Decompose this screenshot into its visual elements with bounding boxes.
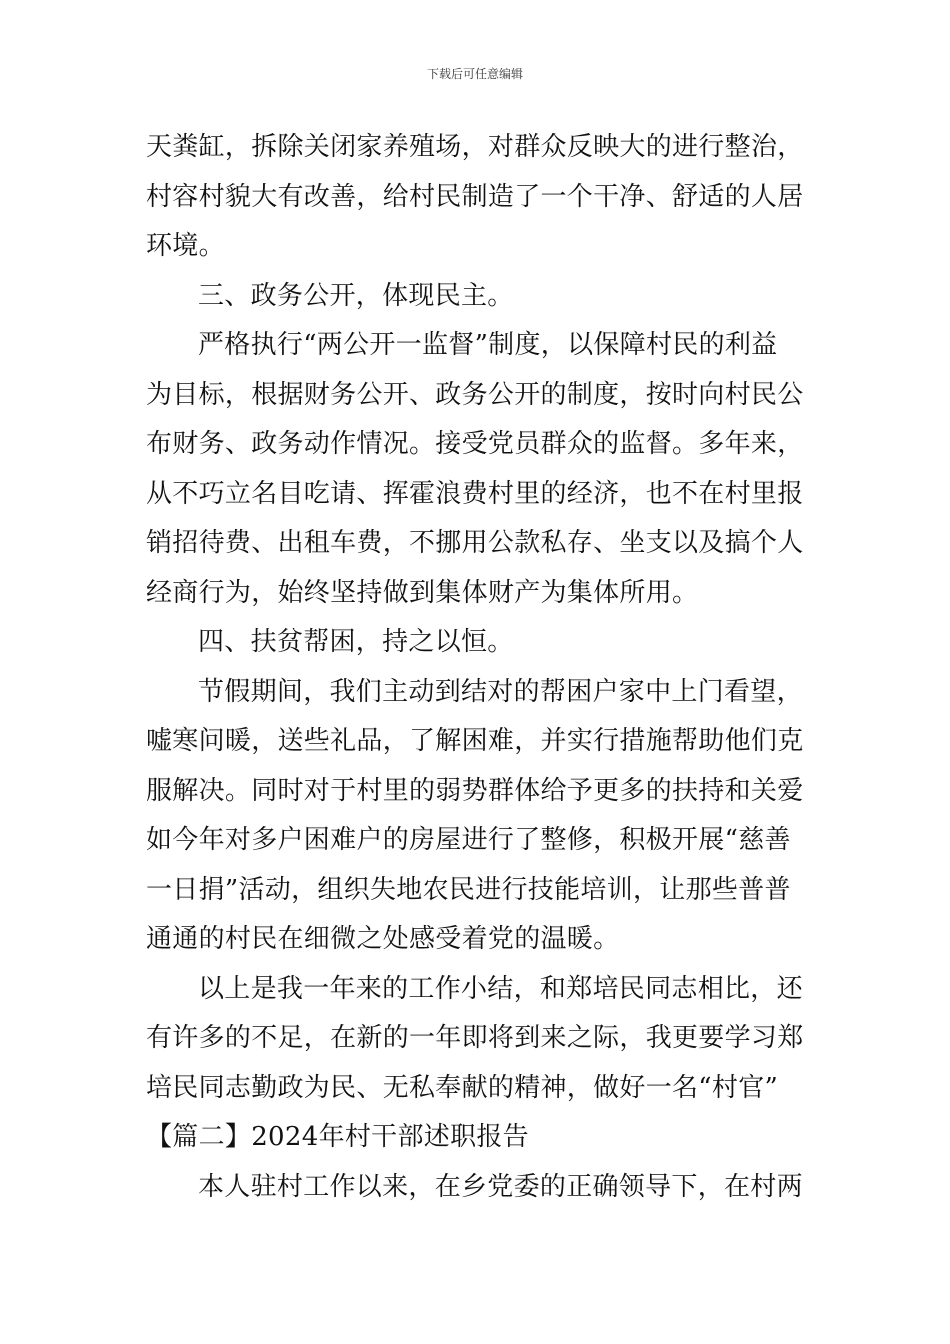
text-line: 布财务、政务动作情况。接受党员群众的监督。多年来， (146, 429, 804, 459)
text-line: 为目标，根据财务公开、政务公开的制度，按时向村民公 (146, 379, 804, 410)
text-line: 销招待费、出租车费，不挪用公款私存、坐支以及搞个人 (146, 528, 804, 558)
text-line: 有许多的不足，在新的一年即将到来之际，我更要学习郑 (146, 1023, 804, 1053)
text-line: 村容村貌大有改善，给村民制造了一个干净、舒适的人居 (146, 181, 804, 212)
text-line: 节假期间，我们主动到结对的帮困户家中上门看望， (198, 676, 803, 707)
text-line: 环境。 (146, 231, 225, 261)
text-line: 严格执行“两公开一监督”制度，以保障村民的利益 (198, 330, 778, 360)
document-body (146, 123, 811, 1212)
text-line: 通通的村民在细微之处感受着党的温暖。 (146, 924, 620, 954)
text-line: 培民同志勤政为民、无私奉献的精神，做好一名“村官” (146, 1072, 779, 1103)
text-line: 经商行为，始终坚持做到集体财产为集体所用。 (146, 577, 699, 608)
text-line: 如今年对多户困难户的房屋进行了整修，积极开展“慈善 (146, 825, 791, 855)
page-header: 下载后可任意编辑 (426, 67, 523, 81)
text-line: 一日捐”活动，组织失地农民进行技能培训，让那些普普 (146, 874, 791, 905)
section-heading: 四、扶贫帮困，持之以恒。 (198, 627, 514, 657)
section-heading: 三、政务公开，体现民主。 (198, 280, 514, 311)
article-title: 【篇二】2024年村干部述职报告 (146, 1122, 529, 1152)
text-line: 以上是我一年来的工作小结，和郑培民同志相比，还 (198, 973, 803, 1004)
text-line: 嘘寒问暖，送些礼品，了解困难，并实行措施帮助他们克 (146, 726, 804, 756)
text-line: 服解决。同时对于村里的弱势群体给予更多的扶持和关爱 (146, 775, 804, 806)
text-line: 本人驻村工作以来，在乡党委的正确领导下，在村两 (198, 1171, 803, 1202)
text-line: 从不巧立名目吃请、挥霍浪费村里的经济，也不在村里报 (146, 478, 804, 509)
text-line: 天粪缸，拆除关闭家养殖场，对群众反映大的进行整治， (146, 132, 804, 162)
